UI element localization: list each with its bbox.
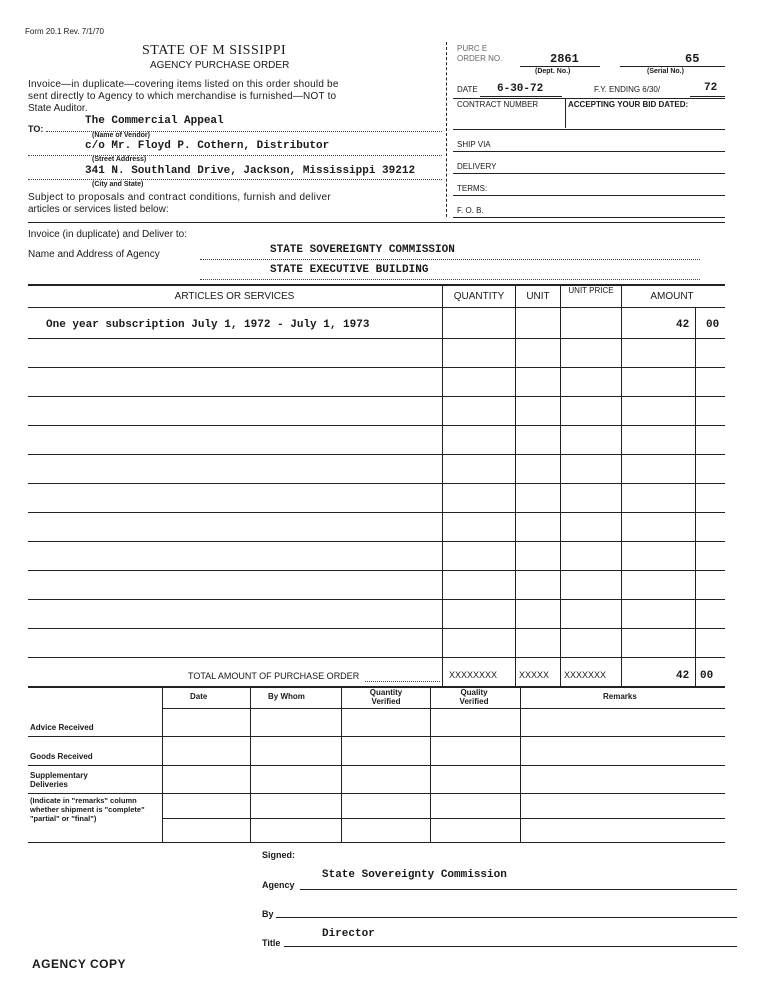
- date-line: [480, 96, 562, 97]
- agency-line-2: STATE EXECUTIVE BUILDING: [270, 264, 429, 276]
- agency-value: State Sovereignty Commission: [322, 869, 507, 881]
- receipt-col-by-whom: By Whom: [268, 692, 305, 701]
- row-line: [28, 657, 725, 658]
- by-label: By: [262, 909, 274, 919]
- vendor-care-line: [28, 155, 442, 156]
- title-sign-line: [284, 946, 737, 947]
- receipt-col-remarks: Remarks: [603, 692, 637, 701]
- agency-line-2-rule: [200, 279, 700, 280]
- agency-copy-label: AGENCY COPY: [32, 957, 126, 971]
- section-separator: [28, 222, 725, 223]
- terms-label: TERMS:: [457, 184, 488, 193]
- vendor-name: The Commercial Appeal: [85, 115, 224, 127]
- delivery-line: [453, 173, 725, 174]
- fy-label: F.Y. ENDING 6/30/: [594, 85, 661, 94]
- row-line: [28, 599, 725, 600]
- row-goods-received: Goods Received: [30, 752, 93, 761]
- receipt-row-line: [28, 793, 725, 794]
- vendor-street-city: 341 N. Southland Drive, Jackson, Mississippi 39212: [85, 165, 416, 177]
- ship-via-label: SHIP VIA: [457, 140, 491, 149]
- vendor-care-of: c/o Mr. Floyd P. Cothern, Distributor: [85, 140, 330, 152]
- contract-number-label: CONTRACT NUMBER: [457, 100, 539, 109]
- contract-top-line: [453, 98, 725, 99]
- receipt-row-line: [28, 765, 725, 766]
- receipt-col-date: Date: [190, 692, 208, 701]
- row-supplementary-deliveries: Supplementary Deliveries: [30, 771, 88, 789]
- deliver-to-label: Invoice (in duplicate) and Deliver to:: [28, 229, 187, 240]
- vendor-street-line: [28, 179, 442, 180]
- date-value: 6-30-72: [497, 83, 544, 95]
- contract-bottom-line: [453, 129, 725, 130]
- serial-no-line: [620, 66, 725, 67]
- col-unit-price: UNIT PRICE: [568, 286, 614, 295]
- total-dollars: 42: [676, 670, 690, 682]
- agency-sign-line: [300, 889, 737, 890]
- receipt-row-line: [162, 818, 725, 819]
- row-line: [28, 367, 725, 368]
- title-value: Director: [322, 928, 375, 940]
- vendor-city-state-label: (City and State): [92, 181, 144, 188]
- row-line: [28, 512, 725, 513]
- vendor-street-label: (Street Address): [92, 156, 147, 163]
- terms-line: [453, 195, 725, 196]
- form-subtitle: AGENCY PURCHASE ORDER: [150, 60, 290, 71]
- state-title: STATE OF M SISSIPPI: [142, 43, 287, 58]
- ship-via-line: [453, 151, 725, 152]
- agency-label: Agency: [262, 880, 295, 890]
- header-divider: [446, 42, 447, 217]
- total-cents: 00: [700, 670, 714, 682]
- row-line: [28, 396, 725, 397]
- agency-name-address-label: Name and Address of Agency: [28, 249, 160, 260]
- total-unit-price: XXXXXXX: [564, 670, 607, 680]
- invoice-instruction-1: Invoice—in duplicate—covering items listed on this order should be: [28, 79, 339, 90]
- contract-divider: [565, 98, 566, 128]
- receipt-bottom-line: [28, 842, 725, 843]
- total-unit: XXXXX: [519, 670, 550, 680]
- receipt-row-line: [28, 736, 725, 737]
- delivery-label: DELIVERY: [457, 162, 497, 171]
- invoice-instruction-2: sent directly to Agency to which merchandise is furnished—NOT to: [28, 91, 337, 102]
- signed-label: Signed:: [262, 850, 295, 860]
- col-unit: UNIT: [526, 291, 550, 302]
- serial-no-label: (Serial No.): [647, 68, 684, 75]
- cents-divider: [695, 308, 696, 688]
- purchase-order-label: PURC E ORDER NO.: [457, 44, 503, 63]
- to-label: TO:: [28, 124, 44, 134]
- col-quantity: QUANTITY: [453, 291, 505, 302]
- dept-no: 2861: [550, 52, 579, 66]
- agency-line-1: STATE SOVEREIGNTY COMMISSION: [270, 244, 455, 256]
- col-articles: ARTICLES OR SERVICES: [174, 291, 295, 302]
- total-label: TOTAL AMOUNT OF PURCHASE ORDER: [188, 671, 360, 681]
- row-line: [28, 425, 725, 426]
- receipt-header-line: [162, 708, 725, 709]
- row-remarks-instruction: (Indicate in "remarks" column whether shipment is "complete" "partial" or "final"): [30, 796, 145, 823]
- agency-line-1-rule: [200, 259, 700, 260]
- row-line: [28, 483, 725, 484]
- item-amount-dollars: 42: [676, 319, 690, 331]
- item-article: One year subscription July 1, 1972 - July 1, 1973: [46, 319, 370, 331]
- col-amount: AMOUNT: [650, 291, 694, 302]
- by-sign-line: [276, 917, 737, 918]
- row-line: [28, 628, 725, 629]
- vendor-name-label: (Name of Vendor): [92, 132, 150, 139]
- row-line: [28, 454, 725, 455]
- total-quantity: XXXXXXXX: [449, 670, 498, 680]
- fob-line: [453, 217, 725, 218]
- serial-no: 65: [685, 52, 700, 66]
- fy-line: [690, 96, 725, 97]
- date-label: DATE: [457, 85, 478, 94]
- row-advice-received: Advice Received: [30, 723, 94, 732]
- title-label: Title: [262, 938, 281, 948]
- form-id: Form 20.1 Rev. 7/1/70: [25, 27, 104, 36]
- total-dots: [365, 681, 440, 682]
- row-line: [28, 338, 725, 339]
- subject-text-2: articles or services listed below:: [28, 204, 169, 215]
- row-line: [28, 570, 725, 571]
- accepting-bid-label: ACCEPTING YOUR BID DATED:: [568, 100, 689, 109]
- row-line: [28, 541, 725, 542]
- item-amount-cents: 00: [706, 319, 720, 331]
- receipt-col-quantity-verified: Quantity Verified: [369, 688, 403, 706]
- receipt-col-quality-verified: Quality Verified: [459, 688, 489, 706]
- dept-no-label: (Dept. No.): [535, 68, 571, 75]
- dept-no-line: [520, 66, 600, 67]
- fy-value: 72: [704, 82, 718, 94]
- subject-text-1: Subject to proposals and contract conditions, furnish and deliver: [28, 192, 332, 203]
- fob-label: F. O. B.: [457, 206, 484, 215]
- invoice-instruction-3: State Auditor.: [28, 103, 88, 114]
